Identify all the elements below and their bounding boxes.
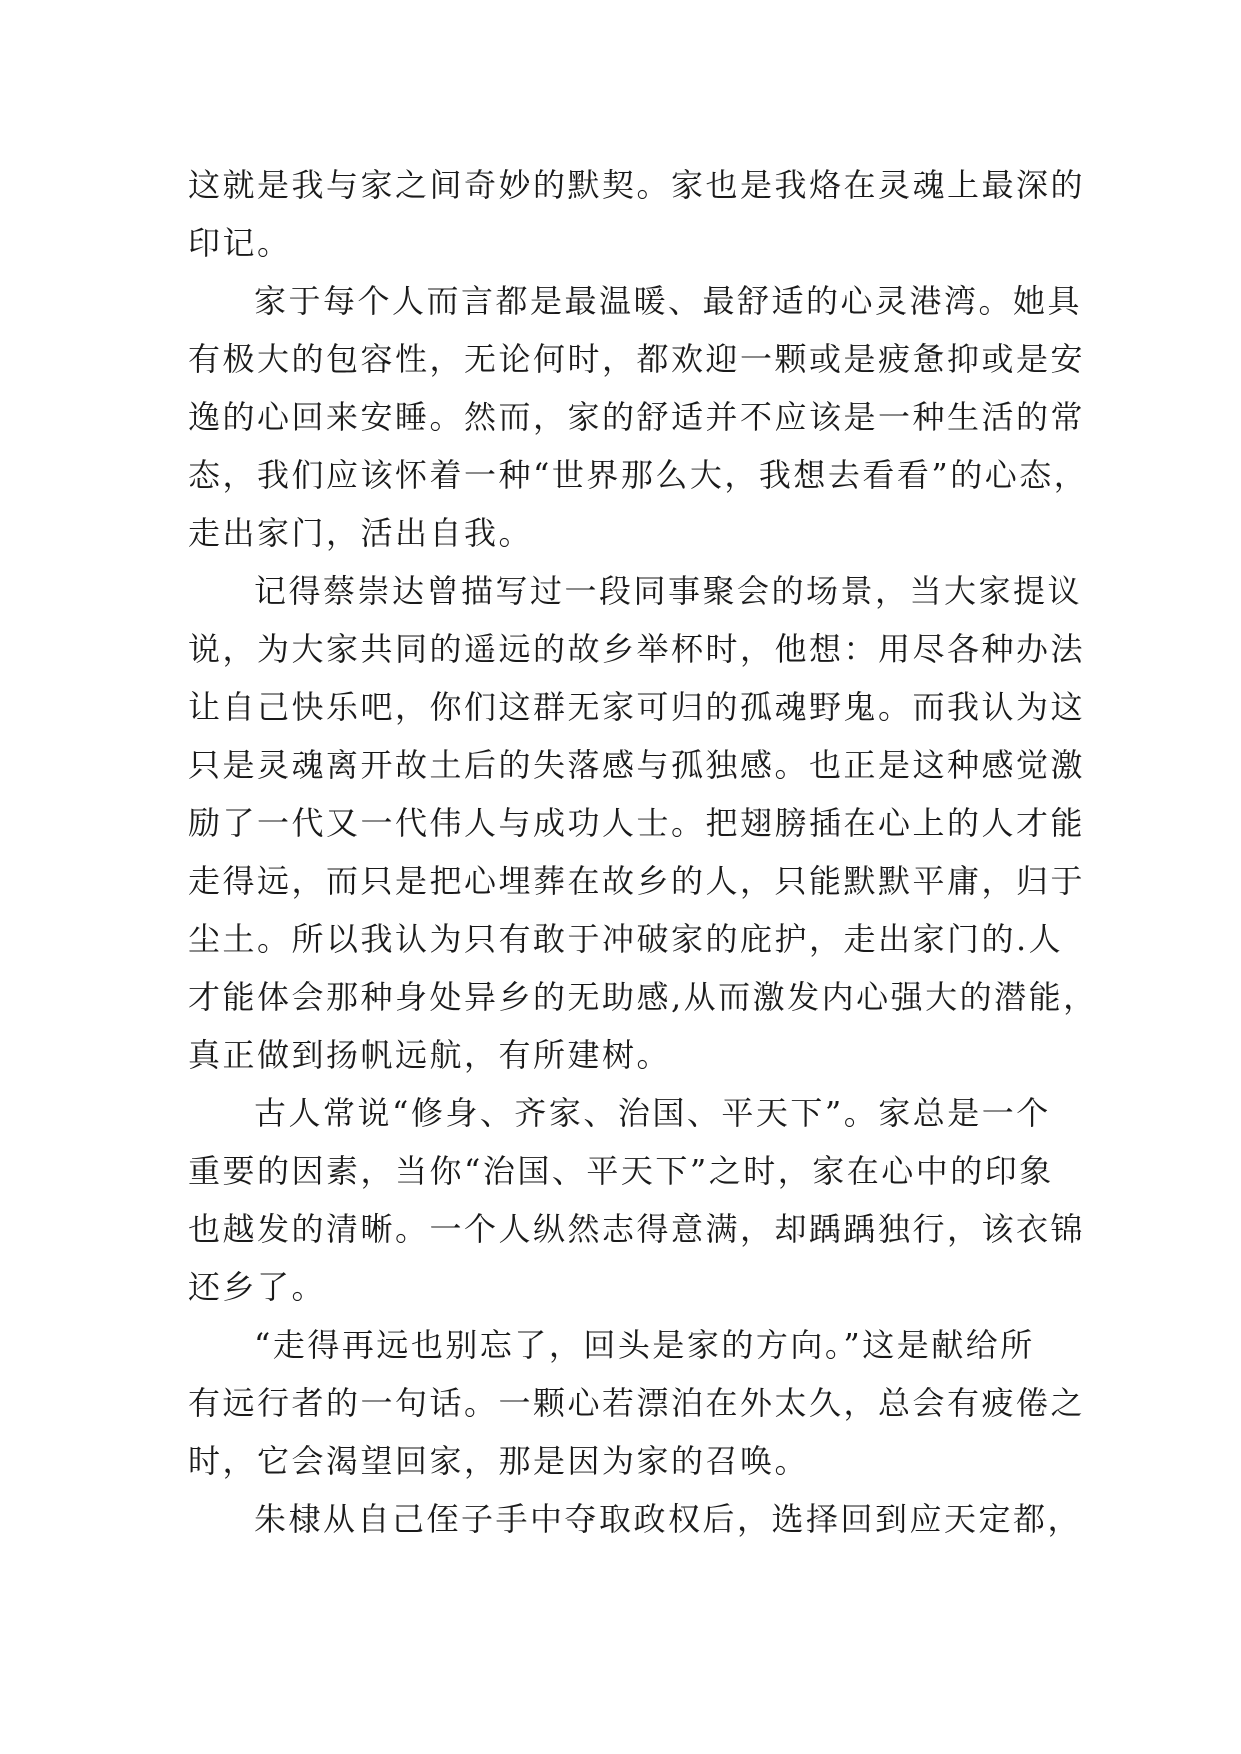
text-line: 古人常说“修身、齐家、治国、平天下”。家总是一个: [254, 1094, 1051, 1132]
text-line: 才能体会那种身处异乡的无助感,从而激发内心强大的潜能，: [188, 978, 1098, 1016]
text-line: 这就是我与家之间奇妙的默契。家也是我烙在灵魂上最深的: [188, 166, 1086, 204]
text-line: 时，它会渴望回家，那是因为家的召唤。: [188, 1442, 810, 1480]
text-line: 走得远，而只是把心埋葬在故乡的人，只能默默平庸，归于: [188, 862, 1086, 900]
text-line: 印记。: [188, 224, 292, 262]
text-line: 走出家门，活出自我。: [188, 514, 534, 552]
text-line: 朱棣从自己侄子手中夺取政权后，选择回到应天定都，: [254, 1500, 1083, 1538]
text-line: 尘土。所以我认为只有敢于冲破家的庇护，走出家门的.人: [188, 920, 1064, 958]
text-line: 态，我们应该怀着一种“世界那么大，我想去看看”的心态，: [188, 456, 1089, 494]
text-line: 还乡了。: [188, 1268, 327, 1306]
text-line: 只是灵魂离开故土后的失落感与孤独感。也正是这种感觉激: [188, 746, 1086, 784]
text-line: 逸的心回来安睡。然而，家的舒适并不应该是一种生活的常: [188, 398, 1086, 436]
text-line: 家于每个人而言都是最温暖、最舒适的心灵港湾。她具: [254, 282, 1083, 320]
text-line: 记得蔡崇达曾描写过一段同事聚会的场景，当大家提议: [254, 572, 1083, 610]
text-line: “走得再远也别忘了，回头是家的方向。”这是献给所: [254, 1326, 1035, 1364]
text-line: 有远行者的一句话。一颗心若漂泊在外太久，总会有疲倦之: [188, 1384, 1086, 1422]
text-line: 说，为大家共同的遥远的故乡举杯时，他想：用尽各种办法: [188, 630, 1086, 668]
text-line: 重要的因素，当你“治国、平天下”之时，家在心中的印象: [188, 1152, 1054, 1190]
text-line: 励了一代又一代伟人与成功人士。把翅膀插在心上的人才能: [188, 804, 1086, 842]
text-line: 有极大的包容性，无论何时，都欢迎一颗或是疲惫抑或是安: [188, 340, 1086, 378]
text-line: 也越发的清晰。一个人纵然志得意满，却踽踽独行，该衣锦: [188, 1210, 1086, 1248]
body-text: [188, 156, 1098, 1548]
text-line: 让自己快乐吧，你们这群无家可归的孤魂野鬼。而我认为这: [188, 688, 1086, 726]
text-line: 真正做到扬帆远航，有所建树。: [188, 1036, 672, 1074]
